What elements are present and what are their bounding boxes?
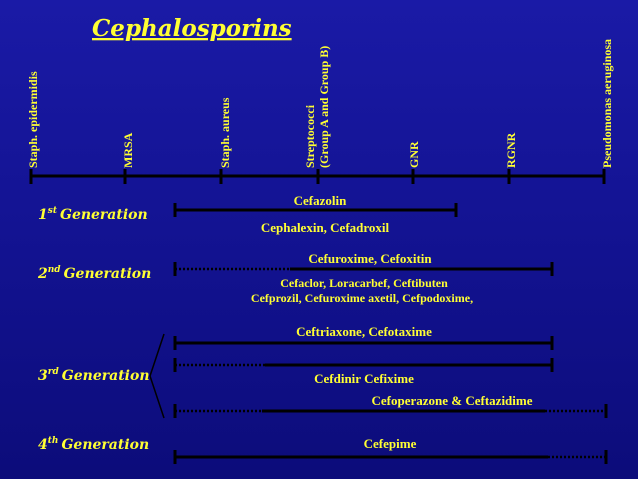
drug-label-cefepime: Cefepime <box>363 436 417 451</box>
third-generation-bracket <box>150 334 164 418</box>
drug-label-cefuroxime: Cefuroxime, Cefoxitin <box>308 251 432 266</box>
drug-label-cefazolin: Cefazolin <box>293 193 347 208</box>
organism-label-strep-groups: (Group A and Group B) <box>317 45 331 168</box>
spectrum-bar-cefepime <box>175 450 606 464</box>
spectrum-bar-cefdinir <box>175 358 552 372</box>
organism-label-staph-epidermidis: Staph. epidermidis <box>26 71 40 168</box>
organism-label-streptococci: Streptococci <box>303 104 317 168</box>
generation-label-4: 4th Generation <box>38 436 150 453</box>
drug-label-cefaclor: Cefaclor, Loracarbef, Ceftibuten <box>280 276 448 290</box>
generation-label-2: 2nd Generation <box>38 265 152 282</box>
organism-label-pseudomonas: Pseudomonas aeruginosa <box>600 38 614 168</box>
drug-label-cefprozil: Cefprozil, Cefuroxime axetil, Cefpodoxime, <box>250 291 474 305</box>
generation-label-1: 1st Generation <box>38 206 148 223</box>
slide-title: Cephalosporins <box>92 15 292 42</box>
generation-label-3: 3rd Generation <box>38 367 150 384</box>
organism-label-gnr: GNR <box>407 141 421 168</box>
drug-label-ceftriaxone: Ceftriaxone, Cefotaxime <box>296 324 432 339</box>
organism-axis <box>30 169 604 184</box>
drug-label-cefdinir: Cefdinir Cefixime <box>314 371 414 386</box>
organism-label-rgnr: RGNR <box>504 132 518 168</box>
drug-label-cephalexin: Cephalexin, Cefadroxil <box>260 220 390 235</box>
organism-label-staph-aureus: Staph. aureus <box>218 97 232 168</box>
organism-label-mrsa: MRSA <box>121 132 135 168</box>
drug-label-cefoperazone: Cefoperazone & Ceftazidime <box>371 393 533 408</box>
